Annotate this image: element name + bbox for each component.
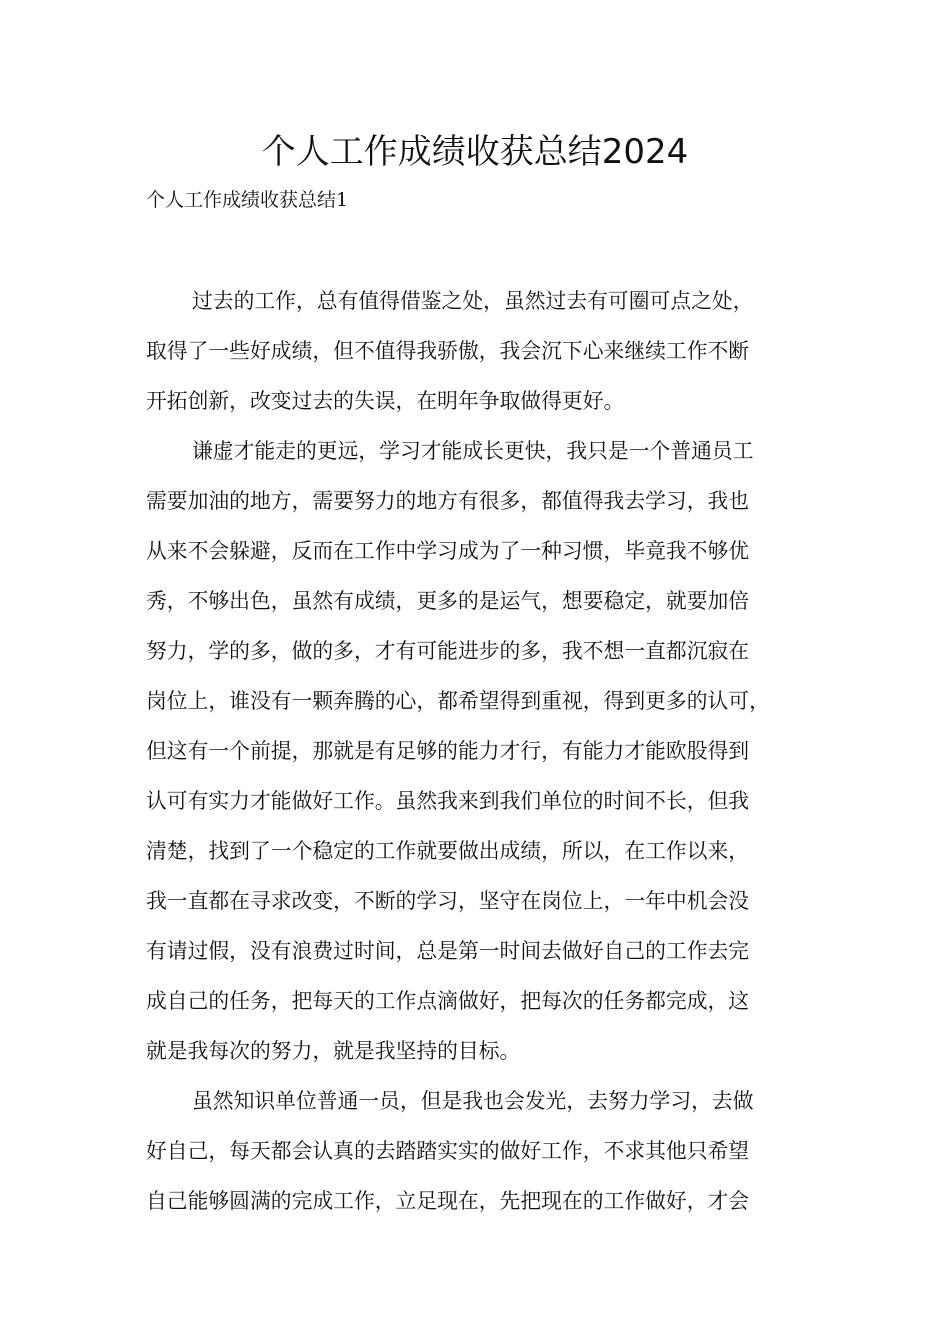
- paragraph-line: 成自己的任务，把每天的工作点滴做好，把每次的任务都完成，这: [146, 989, 750, 1013]
- paragraph-first-line: 虽然知识单位普通一员，但是我也会发光，去努力学习，去做: [192, 1089, 754, 1113]
- paragraph-line: 就是我每次的努力，就是我坚持的目标。: [146, 1039, 521, 1063]
- paragraph-line: 我一直都在寻求改变，不断的学习，坚守在岗位上，一年中机会没: [146, 889, 750, 913]
- paragraph-line: 但这有一个前提，那就是有足够的能力才行，有能力才能欧股得到: [146, 739, 750, 763]
- paragraph-first-line: 过去的工作，总有值得借鉴之处，虽然过去有可圈可点之处，: [192, 289, 754, 313]
- paragraph-line: 秀，不够出色，虽然有成绩，更多的是运气，想要稳定，就要加倍: [146, 589, 750, 613]
- paragraph-line: 取得了一些好成绩，但不值得我骄傲，我会沉下心来继续工作不断: [146, 339, 750, 363]
- document-subtitle: 个人工作成绩收获总结1: [146, 189, 349, 211]
- document-title: 个人工作成绩收获总结2024: [261, 132, 689, 172]
- paragraph-line: 自己能够圆满的完成工作，立足现在，先把现在的工作做好，才会: [146, 1189, 750, 1213]
- paragraph-line: 开拓创新，改变过去的失误，在明年争取做得更好。: [146, 389, 625, 413]
- paragraph-line: 清楚，找到了一个稳定的工作就要做出成绩，所以，在工作以来，: [146, 839, 750, 863]
- paragraph-line: 有请过假，没有浪费过时间，总是第一时间去做好自己的工作去完: [146, 939, 750, 963]
- paragraph-line: 需要加油的地方，需要努力的地方有很多，都值得我去学习，我也: [146, 489, 750, 513]
- paragraph-first-line: 谦虚才能走的更远，学习才能成长更快，我只是一个普通员工: [192, 439, 754, 463]
- paragraph-line: 认可有实力才能做好工作。虽然我来到我们单位的时间不长，但我: [146, 789, 750, 813]
- document-body: [146, 276, 826, 1226]
- paragraph-line: 从来不会躲避，反而在工作中学习成为了一种习惯，毕竟我不够优: [146, 539, 750, 563]
- paragraph-line: 努力，学的多，做的多，才有可能进步的多，我不想一直都沉寂在: [146, 639, 750, 663]
- paragraph-line: 好自己，每天都会认真的去踏踏实实的做好工作，不求其他只希望: [146, 1139, 750, 1163]
- paragraph-line: 岗位上，谁没有一颗奔腾的心，都希望得到重视，得到更多的认可，: [146, 689, 770, 713]
